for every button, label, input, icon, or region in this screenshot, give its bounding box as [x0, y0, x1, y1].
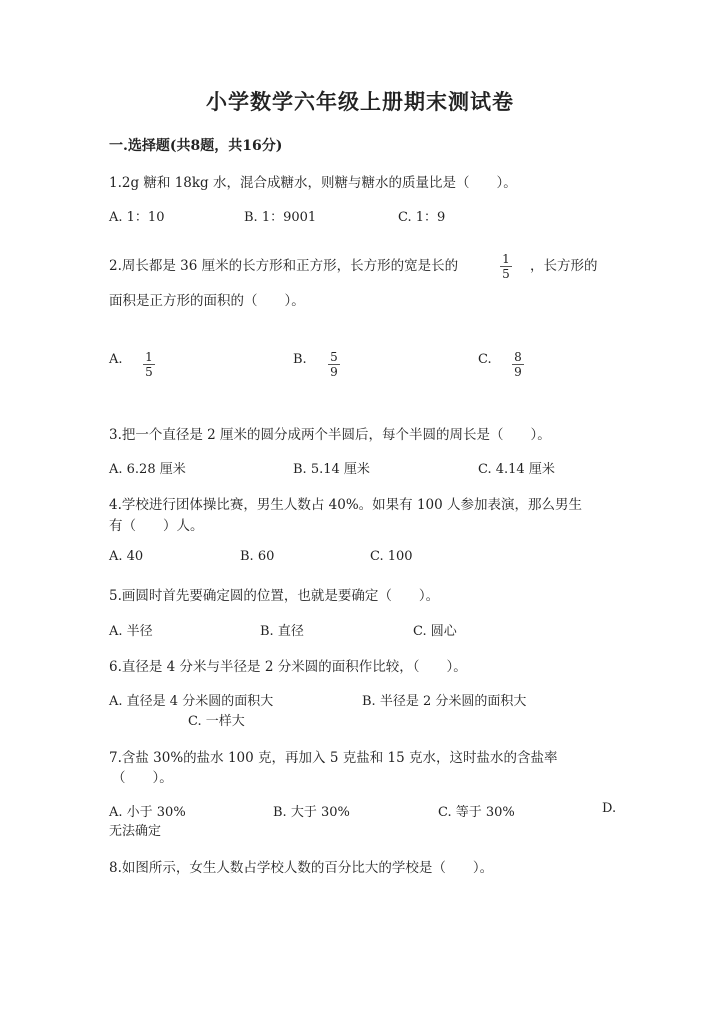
question-7-option-d-label: D. [602, 801, 617, 816]
question-1-option-b: B. 1：9001 [244, 210, 317, 225]
question-2-option-c-fraction [512, 346, 524, 378]
question-7-option-d-text: 无法确定 [109, 824, 162, 839]
question-4-text-line2: 有（ ）人。 [109, 518, 204, 534]
section-heading: 一.选择题(共8题，共16分) [109, 138, 283, 154]
question-2-text-part2: ，长方形的 [530, 258, 598, 274]
question-4-option-b: B. 60 [240, 549, 275, 564]
question-5-text: 5.画圆时首先要确定圆的位置，也就是要确定（ ）。 [109, 588, 440, 604]
question-4-option-a: A. 40 [109, 549, 144, 564]
question-7-option-a: A. 小于 30% [109, 805, 186, 820]
question-5-option-a: A. 半径 [109, 624, 153, 639]
fraction-denominator: 5 [502, 267, 510, 281]
question-3-text: 3.把一个直径是 2 厘米的圆分成两个半圆后，每个半圆的周长是（ ）。 [109, 427, 551, 443]
question-6-option-c: C. 一样大 [188, 714, 245, 729]
question-5-option-c: C. 圆心 [413, 624, 457, 639]
fraction-numerator: 1 [502, 252, 510, 266]
question-7-option-c: C. 等于 30% [438, 805, 515, 820]
question-2-option-b-label: B. [293, 352, 307, 367]
question-3-option-c: C. 4.14 厘米 [478, 462, 555, 477]
question-2-option-b-fraction [328, 346, 340, 378]
question-2-option-a-fraction [143, 346, 155, 378]
question-2-option-c-label: C. [478, 352, 492, 367]
question-6-text: 6.直径是 4 分米与半径是 2 分米圆的面积作比较，（ ）。 [109, 659, 467, 675]
fraction-denominator: 5 [145, 365, 153, 379]
question-1-option-c: C. 1：9 [398, 210, 446, 225]
question-1-option-a: A. 1：10 [109, 210, 165, 225]
fraction-numerator: 8 [514, 350, 522, 364]
fraction-denominator: 9 [514, 365, 522, 379]
question-2-option-a-label: A. [109, 352, 123, 367]
fraction-denominator: 9 [330, 365, 338, 379]
question-3-option-a: A. 6.28 厘米 [109, 462, 186, 477]
question-2-text-part1: 2.周长都是 36 厘米的长方形和正方形，长方形的宽是长的 [109, 258, 459, 274]
fraction-numerator: 5 [330, 350, 338, 364]
question-8-text: 8.如图所示，女生人数占学校人数的百分比大的学校是（ ）。 [109, 860, 494, 876]
question-6-option-b: B. 半径是 2 分米圆的面积大 [362, 694, 527, 709]
question-4-option-c: C. 100 [370, 549, 413, 564]
question-7-text-line1: 7.含盐 30%的盐水 100 克，再加入 5 克盐和 15 克水，这时盐水的含盐率 [109, 750, 558, 766]
question-4-text-line1: 4.学校进行团体操比赛，男生人数占 40%。如果有 100 人参加表演，那么男生 [109, 497, 583, 513]
question-5-option-b: B. 直径 [260, 624, 304, 639]
fraction-numerator: 1 [145, 350, 153, 364]
question-3-option-b: B. 5.14 厘米 [293, 462, 370, 477]
question-7-option-b: B. 大于 30% [273, 805, 350, 820]
page-title: 小学数学六年级上册期末测试卷 [206, 89, 514, 114]
question-7-text-line2: （ ）。 [112, 770, 173, 786]
question-6-option-a: A. 直径是 4 分米圆的面积大 [109, 694, 274, 709]
question-2-text-line2: 面积是正方形的面积的（ ）。 [109, 293, 305, 309]
question-1-text: 1.2g 糖和 18kg 水，混合成糖水，则糖与糖水的质量比是（ ）。 [109, 175, 517, 191]
question-2-fraction [500, 248, 512, 280]
